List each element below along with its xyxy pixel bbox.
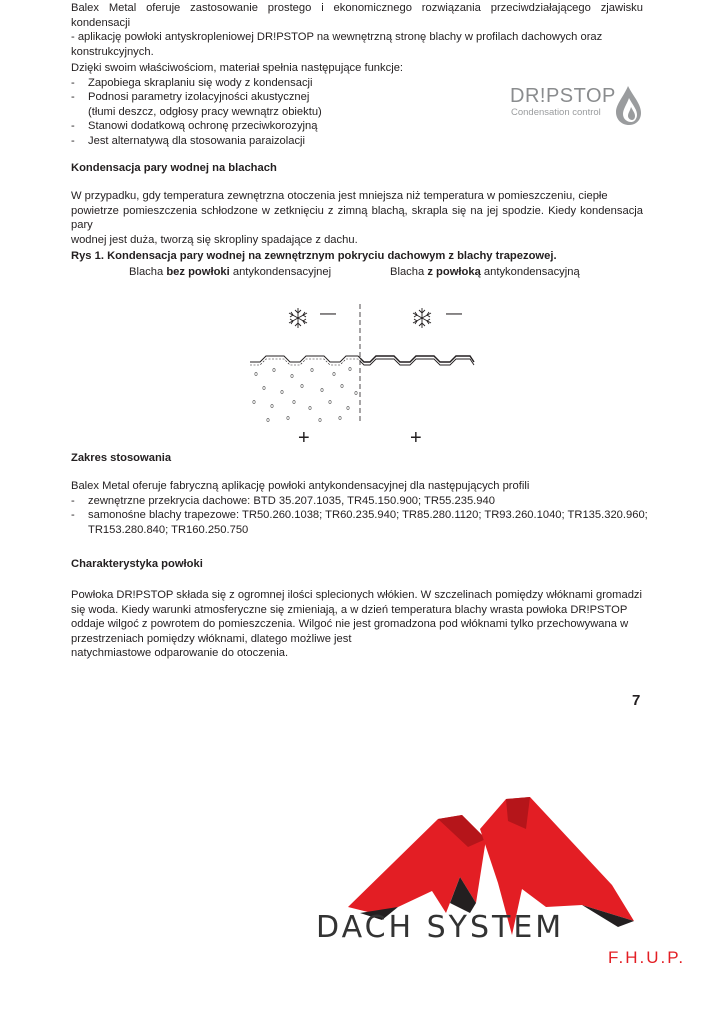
dripstop-logo-tagline: Condensation control [511, 107, 601, 118]
characteristics-line: przestrzeniach pomiędzy włóknami, dlatego możliwe jest [71, 632, 352, 645]
condensation-figure [240, 296, 480, 448]
list-item: - zewnętrzne przekrycia dachowe: BTD 35.207.1035, TR45.150.900; TR55.235.940 [71, 494, 495, 507]
characteristics-line: natychmiastowe odparowanie do otoczenia. [71, 647, 289, 659]
list-item: - Podnosi parametry izolacyjności akustycznej [71, 91, 310, 103]
page-number: 7 [632, 692, 641, 709]
list-item: - samonośne blachy trapezowe: TR50.260.1038; TR60.235.940; TR85.280.1120; TR93.260.1040; TR135.320.960; [71, 509, 648, 521]
condensation-line: W przypadku, gdy temperatura zewnętrzna otoczenia jest mniejsza niż temperatura w pomieszczeniu, ciepłe [71, 190, 608, 202]
list-item: TR153.280.840; TR160.250.750 [88, 523, 249, 536]
scope-heading: Zakres stosowania [71, 452, 172, 464]
minus-sign: — [446, 305, 462, 322]
characteristics-heading: Charakterystyka powłoki [71, 558, 203, 570]
dach-logo-name: DACH SYSTEM [316, 910, 565, 945]
snowflake-icon [413, 308, 431, 328]
dripstop-logo [506, 80, 646, 130]
intro-paragraph [71, 1, 643, 59]
dach-logo-sub: F.H.U.P. [608, 948, 686, 967]
characteristics-paragraph [71, 588, 643, 661]
intro-line: Balex Metal oferuje zastosowanie prostego i ekonomicznego rozwiązania przeciwdziałającego zjawisku kondensacji [71, 2, 643, 29]
functions-list [71, 61, 403, 148]
functions-lead: Dzięki swoim właściwościom, materiał spełnia następujące funkcje: [71, 62, 404, 74]
dripstop-logo-name: DR!PSTOP [510, 85, 616, 107]
scope-lead: Balex Metal oferuje fabryczną aplikację powłoki antykondensacyjnej dla następujących profili [71, 480, 530, 492]
figure-left-caption: Blacha bez powłoki antykondensacyjnej [129, 266, 332, 278]
plus-sign: + [298, 427, 310, 448]
list-item: - Jest alternatywą dla stosowania paraizolacji [71, 134, 306, 147]
figure-title: Rys 1. Kondensacja pary wodnej na zewnętrznym pokryciu dachowym z blachy trapezowej. [71, 250, 557, 262]
intro-line: konstrukcyjnych. [71, 45, 154, 58]
snowflake-icon [289, 308, 307, 328]
characteristics-line: Powłoka DR!PSTOP składa się z ogromnej ilości splecionych włókien. W szczelinach pomiędzy włóknami gromadzi [71, 589, 642, 601]
list-item: - Stanowi dodatkową ochronę przeciwkorozyjną [71, 120, 318, 132]
characteristics-line: się woda. Kiedy warunki atmosferyczne się zmieniają, a w dzień temperatura blachy wrasta powłoka DR!PSTOP [71, 603, 628, 616]
minus-sign: — [320, 305, 336, 322]
intro-line: - aplikację powłoki antyskropleniowej DR!PSTOP na wewnętrzną stronę blachy w profilach dachowych oraz [71, 31, 603, 43]
scope-list [71, 479, 648, 537]
list-item: (tłumi deszcz, odgłosy pracy wewnątrz obiektu) [88, 105, 322, 118]
drop-icon [616, 86, 641, 125]
characteristics-line: oddaje wilgoć z powrotem do pomieszczenia. Wilgoć nie jest gromadzona pod włóknami tylko przechowywana w [71, 618, 629, 630]
condensation-droplets [253, 367, 357, 421]
condensation-line: wodnej jest duża, tworzą się skropliny spadające z dachu. [71, 233, 358, 246]
figure-right-caption: Blacha z powłoką antykondensacyjną [390, 266, 580, 278]
condensation-line: powietrze pomieszczenia schłodzone w zetknięciu z zimną blachą, skrapla się na jej spodzie. Kiedy kondensacja pary [71, 204, 643, 231]
condensation-paragraph [71, 189, 643, 247]
list-item: - Zapobiega skraplaniu się wody z kondensacji [71, 76, 313, 89]
condensation-heading: Kondensacja pary wodnej na blachach [71, 162, 277, 174]
plus-sign: + [410, 427, 422, 448]
dach-system-logo [300, 785, 720, 985]
